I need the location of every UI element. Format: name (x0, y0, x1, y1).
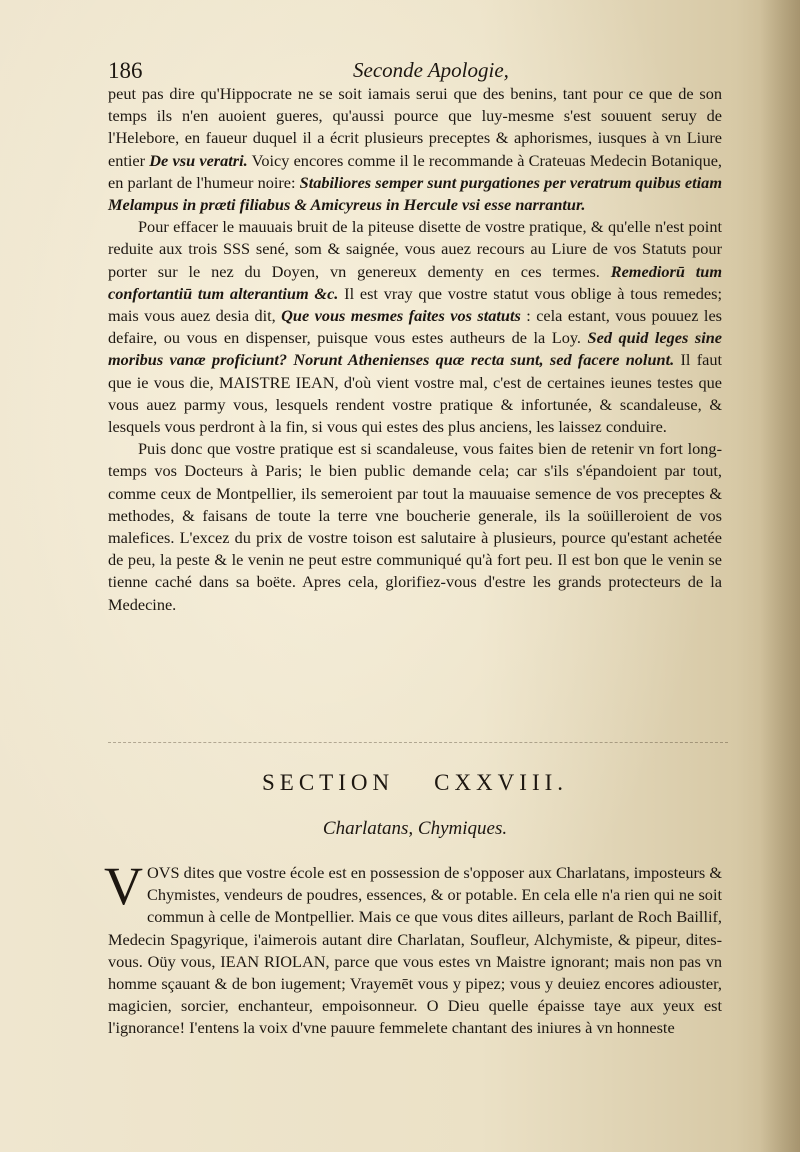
page-number: 186 (108, 58, 143, 83)
latin-quote: Sed quid leges sine moribus vanæ proficiunt? Norunt Athenienses quæ recta sunt, sed facere nolunt. (108, 328, 723, 370)
section-subtitle: Charlatans, Chymiques. (322, 818, 508, 839)
paragraph (108, 438, 722, 616)
paragraph (108, 83, 722, 216)
section-body (104, 856, 722, 1040)
latin-quote: De vsu veratri. (149, 150, 248, 170)
section-word: SECTION (261, 770, 395, 795)
section-paragraph (104, 856, 722, 1040)
gutter-shadow (760, 0, 800, 1152)
paragraph-text: Pour effacer le mauuais bruit de la piteuse disette de vostre pratique, & qu'elle n'est point reduite aux trois SSS sené, som & saignée, vous auez recours au Liure de vos Statuts pour porter sur le nez du Doyen, vn genereux dementy en ces termes. (108, 217, 722, 281)
section-number: CXXVIII. (434, 770, 569, 795)
running-head: Seconde Apologie, (353, 58, 509, 82)
paragraph-text: Il faut que ie vous die, MAISTRE IEAN, d'où vient vostre mal, c'est de certaines ieunes testes que vous auez parmy vous, lesquels rendent vostre pratique & infortunée, & scandaleuse, & lesquels vous perdront à la fin, si vous qui estes des plus anciens, les laissez conduire. (108, 350, 723, 437)
section-text: OVS dites que vostre école est en possession de s'opposer aux Charlatans, imposteurs & Chymistes, vendeurs de poudres, essences, & or potable. En cela elle n'a rien qui ne soit commun à celle de Montpellier. Mais ce que vous dites ailleurs, parlant de Roch Baillif, Medecin Spagyrique, i'aimerois autant dire Charlatan, Soufleur, Alchymiste, & pipeur, dites-vous. Oüy vous, IEAN RIOLAN, parce que vous estes vn Maistre ignorant; mais non pas vn homme sçauant & de bon iugement; Vrayemēt vous y pipez; vous y deuiez encores adiouster, magicien, sorcier, enchanteur, empoisonneur. O Dieu quelle épaisse taye aux yeux est l'ignorance! I'entens la voix d'vne pauure femmelete chantant des iniures à vn honneste (108, 863, 722, 1038)
latin-quote: Que vous mesmes faites vos statuts (281, 306, 521, 326)
body-text (108, 83, 722, 616)
drop-cap: V (104, 856, 143, 916)
paragraph-text: Puis donc que vostre pratique est si scandaleuse, vous faites bien de retenir vn fort long-temps vos Docteurs à Paris; le bien public demande cela; car s'ils s'épandoient par tout, comme ceux de Montpellier, ils semeroient par tout la mauuaise semence de vos preceptes & methodes, & faisans de toute la terre vne boucherie generale, ils la soüilleroient de vos malefices. L'excez du prix de vostre toison est salutaire à plusieurs, pource qu'estant achetée de peu, la peste & le venin ne peut estre communiqué qu'à fort peu. Il est bon que le venin se tienne caché dans sa boëte. Apres cela, glorifiez-vous d'estre les grands protecteurs de la Medecine. (108, 439, 722, 614)
latin-quote: Stabiliores semper sunt purgationes per veratrum quibus etiam Melampus in præti filiabus & Amicyreus in Hercule vsi esse narrantur. (108, 172, 722, 215)
section-divider (108, 742, 728, 743)
paragraph (108, 216, 722, 438)
paragraph-text: Il est vray que vostre statut vous oblige à tous remedes; mais vous auez desia dit, (108, 283, 722, 326)
section-heading (108, 770, 722, 796)
paragraph-text: peut pas dire qu'Hippocrate ne se soit iamais serui que des benins, tant pour ce que de son temps ils n'en auoient gueres, qu'aussi pource que luy-mesme s'est souuent seruy de l'Helebore, en faueur duquel il a écrit plusieurs preceptes & aphorismes, iusques à vn Liure entier (108, 84, 722, 170)
latin-quote: Remediorū tum confortantiū tum alterantium &c. (108, 261, 722, 303)
paragraph-text: Voicy encores comme il le recommande à Crateuas Medecin Botanique, en parlant de l'humeur noire: (108, 150, 723, 192)
paragraph-text: : cela estant, vous pouuez les defaire, ou vous en dispenser, puisque vous estes autheurs de la Loy. (108, 306, 723, 348)
